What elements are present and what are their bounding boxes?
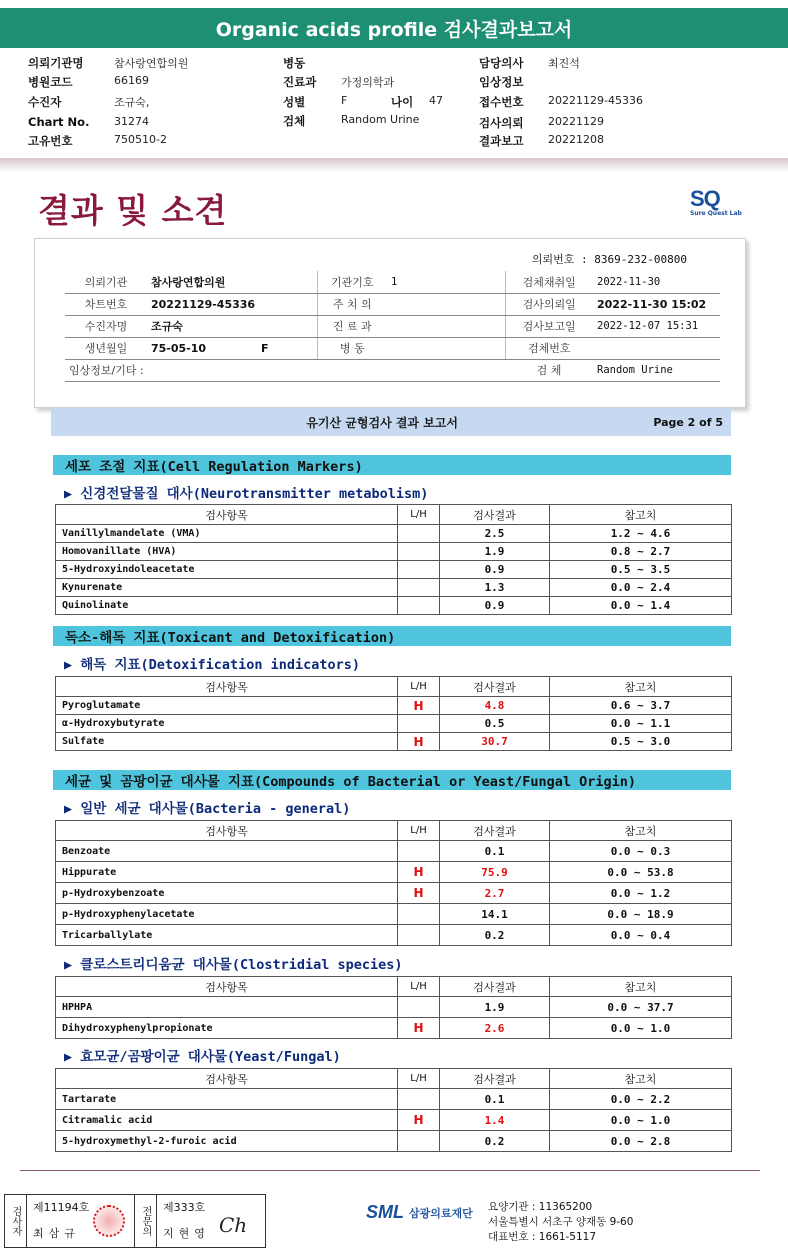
result-value: 30.7 xyxy=(440,733,550,751)
signature: Ch xyxy=(219,1213,248,1237)
column-header-result: 검사결과 xyxy=(440,977,550,997)
analyte-name: p-Hydroxybenzoate xyxy=(56,883,398,904)
analyte-name: p-Hydroxyphenylacetate xyxy=(56,904,398,925)
table-header-row xyxy=(56,677,732,697)
analyte-name: Dihydroxyphenylpropionate xyxy=(56,1018,398,1039)
flag xyxy=(398,925,440,946)
result-value: 0.9 xyxy=(440,561,550,579)
info-value: 750510-2 xyxy=(114,133,167,146)
column-header-ref: 참고치 xyxy=(550,505,732,525)
flag xyxy=(398,597,440,615)
table-row xyxy=(56,525,732,543)
card-key: 생년월일 xyxy=(65,337,147,359)
card-value xyxy=(387,293,505,315)
info-label: 나이 xyxy=(391,95,414,109)
column-header-item: 검사항목 xyxy=(56,821,398,841)
info-value: 조규숙, xyxy=(114,96,150,109)
reference-range: 1.2 ~ 4.6 xyxy=(550,525,732,543)
result-value: 2.7 xyxy=(440,883,550,904)
card-value: 20221129-45336 xyxy=(147,293,317,315)
examiner-label-text: 검사자 xyxy=(10,1206,21,1236)
reference-range: 0.0 ~ 1.0 xyxy=(550,1018,732,1039)
page-indicator: Page 2 of 5 xyxy=(653,415,723,429)
result-table-clostridial xyxy=(55,976,732,1039)
subsection-clostridial: ▶ 클로스트리디움균 대사물(Clostridial species) xyxy=(64,957,403,973)
reference-range: 0.0 ~ 1.0 xyxy=(550,1110,732,1131)
report-subtitle-bar xyxy=(51,408,731,436)
reference-range: 0.0 ~ 37.7 xyxy=(550,997,732,1018)
org-address: 서울특별시 서초구 양재동 9-60 xyxy=(488,1216,634,1228)
reference-range: 0.0 ~ 2.2 xyxy=(550,1089,732,1110)
card-value: 참사랑연합의원 xyxy=(147,271,317,293)
analyte-name: α-Hydroxybutyrate xyxy=(56,715,398,733)
report-title-bar xyxy=(0,8,788,48)
flag: H xyxy=(398,697,440,715)
column-header-result: 검사결과 xyxy=(440,1069,550,1089)
info-value: 20221129 xyxy=(548,115,604,128)
result-value: 1.4 xyxy=(440,1110,550,1131)
table-row xyxy=(56,543,732,561)
flag xyxy=(398,1131,440,1152)
info-value: 47 xyxy=(429,94,443,107)
reference-range: 0.6 ~ 3.7 xyxy=(550,697,732,715)
analyte-name: Homovanillate (HVA) xyxy=(56,543,398,561)
specialist-license: 제333호 xyxy=(163,1201,206,1214)
analyte-name: 5-hydroxymethyl-2-furoic acid xyxy=(56,1131,398,1152)
table-row xyxy=(65,315,720,337)
table-header-row xyxy=(56,977,732,997)
results-heading: 결과 및 소견 xyxy=(38,191,228,230)
sml-logo-mark: SML xyxy=(366,1202,404,1222)
column-header-lh: L/H xyxy=(398,977,440,997)
column-header-ref: 참고치 xyxy=(550,821,732,841)
info-label: 성별 xyxy=(283,95,306,109)
sex-value: F xyxy=(261,341,269,355)
column-header-item: 검사항목 xyxy=(56,505,398,525)
info-label: 의뢰기관명 xyxy=(28,56,84,70)
sq-logo-mark: SQ xyxy=(690,186,720,211)
examiner-cell xyxy=(27,1195,135,1247)
info-label: 결과보고 xyxy=(479,134,524,148)
card-key: 진 료 과 xyxy=(317,315,387,337)
card-value xyxy=(593,337,720,359)
column-header-result: 검사결과 xyxy=(440,821,550,841)
org-code: 요양기관 : 11365200 xyxy=(488,1201,593,1213)
card-value xyxy=(387,337,505,359)
sq-logo-subtitle: Sure Quest Lab xyxy=(690,210,742,217)
table-row xyxy=(56,1018,732,1039)
card-key: 주 치 의 xyxy=(317,293,387,315)
subsection-neurotransmitter: ▶ 신경전달물질 대사(Neurotransmitter metabolism) xyxy=(64,486,429,502)
table-header-row xyxy=(56,821,732,841)
result-value: 1.3 xyxy=(440,579,550,597)
table-row xyxy=(56,1131,732,1152)
result-value: 0.9 xyxy=(440,597,550,615)
report-title: Organic acids profile 검사결과보고서 xyxy=(215,18,573,41)
org-info xyxy=(488,1200,633,1245)
analyte-name: Tartarate xyxy=(56,1089,398,1110)
table-row xyxy=(56,597,732,615)
info-value: 참사랑연합의원 xyxy=(114,57,189,70)
reference-range: 0.0 ~ 0.3 xyxy=(550,841,732,862)
card-key: 검체채취일 xyxy=(505,271,593,293)
request-number: 의뢰번호 : 8369-232-00800 xyxy=(531,253,687,266)
section-detoxification: 독소-해독 지표(Toxicant and Detoxification) xyxy=(53,626,731,646)
info-value: 66169 xyxy=(114,74,149,87)
flag: H xyxy=(398,862,440,883)
org-phone: 대표번호 : 1661-5117 xyxy=(488,1231,597,1243)
info-value: 20221129-45336 xyxy=(548,94,643,107)
result-table-bacteria xyxy=(55,820,732,946)
column-header-item: 검사항목 xyxy=(56,1069,398,1089)
subsection-yeast-fungal: ▶ 효모균/곰팡이균 대사물(Yeast/Fungal) xyxy=(64,1049,341,1065)
result-table-neurotransmitter xyxy=(55,504,732,615)
section-cell-regulation: 세포 조절 지표(Cell Regulation Markers) xyxy=(53,455,731,475)
card-value: 2022-11-30 xyxy=(593,271,720,293)
result-value: 0.2 xyxy=(440,925,550,946)
table-row xyxy=(56,883,732,904)
flag: H xyxy=(398,1018,440,1039)
card-key: 검체번호 xyxy=(505,337,593,359)
info-label: 수진자 xyxy=(28,95,62,109)
card-key: 검사보고일 xyxy=(505,315,593,337)
flag xyxy=(398,579,440,597)
table-row xyxy=(56,841,732,862)
result-value: 75.9 xyxy=(440,862,550,883)
info-label: 병원코드 xyxy=(28,75,73,89)
analyte-name: Sulfate xyxy=(56,733,398,751)
table-row xyxy=(56,1110,732,1131)
info-label: 병동 xyxy=(283,56,306,70)
flag: H xyxy=(398,883,440,904)
analyte-name: Tricarballylate xyxy=(56,925,398,946)
info-value: Random Urine xyxy=(341,113,420,126)
column-header-lh: L/H xyxy=(398,505,440,525)
result-value: 0.5 xyxy=(440,715,550,733)
flag xyxy=(398,561,440,579)
card-value xyxy=(387,315,505,337)
info-label: 담당의사 xyxy=(479,56,524,70)
result-table-detox xyxy=(55,676,732,751)
seal-stamp xyxy=(93,1205,125,1237)
divider xyxy=(20,1170,760,1171)
flag xyxy=(398,1089,440,1110)
table-header-row xyxy=(56,1069,732,1089)
table-row xyxy=(65,359,720,381)
table-row xyxy=(56,715,732,733)
table-row xyxy=(56,1089,732,1110)
reference-range: 0.5 ~ 3.5 xyxy=(550,561,732,579)
column-header-item: 검사항목 xyxy=(56,677,398,697)
info-label: Chart No. xyxy=(28,115,90,129)
card-value xyxy=(147,337,317,359)
examiner-license: 제11194호 xyxy=(33,1201,90,1214)
result-value: 4.8 xyxy=(440,697,550,715)
table-row xyxy=(56,925,732,946)
info-label: 접수번호 xyxy=(479,95,524,109)
reference-range: 0.0 ~ 53.8 xyxy=(550,862,732,883)
info-label: 진료과 xyxy=(283,75,317,89)
sq-logo xyxy=(690,186,746,226)
column-header-item: 검사항목 xyxy=(56,977,398,997)
info-value: F xyxy=(341,94,348,107)
result-value: 0.2 xyxy=(440,1131,550,1152)
analyte-name: Vanillylmandelate (VMA) xyxy=(56,525,398,543)
table-row xyxy=(56,733,732,751)
result-value: 2.5 xyxy=(440,525,550,543)
result-value: 2.6 xyxy=(440,1018,550,1039)
flag xyxy=(398,997,440,1018)
specialist-label-text: 전문의 xyxy=(140,1206,151,1236)
analyte-name: 5-Hydroxyindoleacetate xyxy=(56,561,398,579)
table-header-row xyxy=(56,505,732,525)
table-row xyxy=(65,271,720,293)
reference-range: 0.8 ~ 2.7 xyxy=(550,543,732,561)
reference-range: 0.0 ~ 2.4 xyxy=(550,579,732,597)
flag xyxy=(398,525,440,543)
specialist-name: 지현영 xyxy=(163,1227,210,1240)
flag xyxy=(398,715,440,733)
report-subtitle: 유기산 균형검사 결과 보고서 xyxy=(306,415,458,430)
analyte-name: HPHPA xyxy=(56,997,398,1018)
info-value: 최진석 xyxy=(548,57,580,70)
column-header-lh: L/H xyxy=(398,821,440,841)
subsection-bacteria-general: ▶ 일반 세균 대사물(Bacteria - general) xyxy=(64,801,351,817)
card-value: 조규숙 xyxy=(147,315,317,337)
table-row xyxy=(56,904,732,925)
examiner-label xyxy=(5,1195,27,1247)
card-key: 병 동 xyxy=(317,337,387,359)
request-table xyxy=(65,271,720,382)
column-header-result: 검사결과 xyxy=(440,505,550,525)
flag xyxy=(398,904,440,925)
subsection-detox-indicators: ▶ 해독 지표(Detoxification indicators) xyxy=(64,657,360,673)
specialist-cell xyxy=(157,1195,265,1247)
column-header-ref: 참고치 xyxy=(550,1069,732,1089)
divider xyxy=(0,158,788,172)
sml-logo xyxy=(366,1202,473,1223)
result-value: 1.9 xyxy=(440,997,550,1018)
card-key: 기관기호 xyxy=(317,271,387,293)
card-value: Random Urine xyxy=(593,359,720,381)
analyte-name: Citramalic acid xyxy=(56,1110,398,1131)
card-key: 검사의뢰일 xyxy=(505,293,593,315)
info-label: 검사의뢰 xyxy=(479,116,524,130)
info-label: 고유번호 xyxy=(28,134,73,148)
column-header-lh: L/H xyxy=(398,677,440,697)
flag: H xyxy=(398,1110,440,1131)
card-key: 수진자명 xyxy=(65,315,147,337)
analyte-name: Kynurenate xyxy=(56,579,398,597)
info-value: 가정의학과 xyxy=(341,76,395,89)
birth-date: 75-05-10 xyxy=(151,341,207,355)
examiner-name: 최삼규 xyxy=(33,1227,80,1240)
column-header-result: 검사결과 xyxy=(440,677,550,697)
result-table-yeast xyxy=(55,1068,732,1152)
analyte-name: Quinolinate xyxy=(56,597,398,615)
result-value: 0.1 xyxy=(440,1089,550,1110)
flag xyxy=(398,543,440,561)
table-row xyxy=(56,997,732,1018)
table-row xyxy=(56,697,732,715)
result-value: 14.1 xyxy=(440,904,550,925)
section-bacterial-fungal: 세균 및 곰팡이균 대사물 지표(Compounds of Bacterial or Yeast/Fungal Origin) xyxy=(53,770,731,790)
footer xyxy=(4,1194,784,1254)
reference-range: 0.0 ~ 0.4 xyxy=(550,925,732,946)
table-row xyxy=(65,293,720,315)
info-value: 31274 xyxy=(114,115,149,128)
reference-range: 0.0 ~ 1.1 xyxy=(550,715,732,733)
info-label: 검체 xyxy=(283,114,306,128)
card-key: 차트번호 xyxy=(65,293,147,315)
analyte-name: Hippurate xyxy=(56,862,398,883)
analyte-name: Pyroglutamate xyxy=(56,697,398,715)
table-row xyxy=(65,337,720,359)
table-row xyxy=(56,561,732,579)
reference-range: 0.0 ~ 18.9 xyxy=(550,904,732,925)
org-name: 삼광의료재단 xyxy=(409,1206,473,1220)
flag xyxy=(398,841,440,862)
analyte-name: Benzoate xyxy=(56,841,398,862)
request-card xyxy=(34,238,746,408)
info-label: 임상정보 xyxy=(479,75,524,89)
info-value: 20221208 xyxy=(548,133,604,146)
card-key: 의뢰기관 xyxy=(65,271,147,293)
signature-box xyxy=(4,1194,266,1248)
specialist-label xyxy=(135,1195,157,1247)
column-header-ref: 참고치 xyxy=(550,677,732,697)
reference-range: 0.5 ~ 3.0 xyxy=(550,733,732,751)
reference-range: 0.0 ~ 2.8 xyxy=(550,1131,732,1152)
card-key: 임상정보/기타 : xyxy=(65,359,505,381)
card-value: 2022-11-30 15:02 xyxy=(593,293,720,315)
table-row xyxy=(56,579,732,597)
card-value: 2022-12-07 15:31 xyxy=(593,315,720,337)
column-header-ref: 참고치 xyxy=(550,977,732,997)
reference-range: 0.0 ~ 1.4 xyxy=(550,597,732,615)
reference-range: 0.0 ~ 1.2 xyxy=(550,883,732,904)
flag: H xyxy=(398,733,440,751)
result-value: 1.9 xyxy=(440,543,550,561)
table-row xyxy=(56,862,732,883)
card-value: 1 xyxy=(387,271,505,293)
card-key: 검 체 xyxy=(505,359,593,381)
result-value: 0.1 xyxy=(440,841,550,862)
column-header-lh: L/H xyxy=(398,1069,440,1089)
